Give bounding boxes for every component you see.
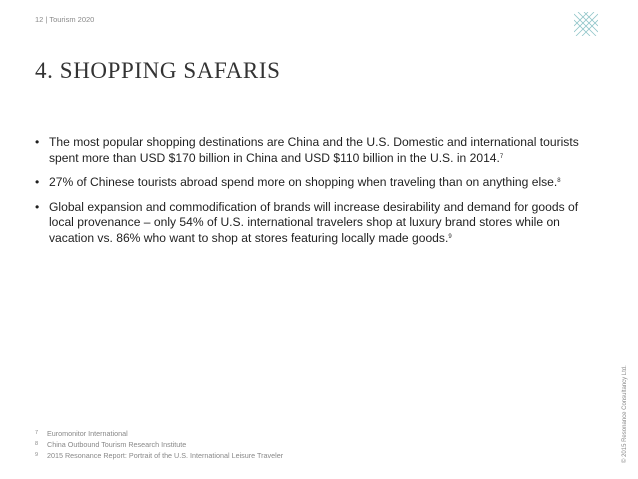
bullet-text: 27% of Chinese tourists abroad spend more on shopping when traveling than on anything else. (49, 175, 558, 189)
crosshatch-logo-icon (574, 12, 598, 36)
bullet-item (35, 175, 595, 191)
footnote-ref: 7 (499, 153, 504, 160)
bullet-item (35, 200, 595, 247)
footnote-ref: 9 (448, 233, 452, 240)
bullet-item (35, 135, 595, 166)
footnote-number: 9 (35, 452, 39, 458)
footnote-number: 7 (35, 430, 39, 436)
footnote-item (35, 439, 283, 450)
slide-title: 4. SHOPPING SAFARIS (35, 58, 281, 83)
bullet-text: The most popular shopping destinations are China and the U.S. Domestic and international tourists spent more than USD $170 billion in China and USD $110 billion in the U.S. in 2014. (49, 135, 579, 165)
footnote-text: Euromonitor International (47, 429, 128, 438)
copyright-notice: © 2015 Resonance Consultancy Ltd. (622, 365, 628, 463)
footnotes (35, 428, 283, 461)
bullet-icon: • (35, 199, 40, 214)
footnote-text: 2015 Resonance Report: Portrait of the U.S. International Leisure Traveler (47, 451, 284, 460)
footnote-text: China Outbound Tourism Research Institute (47, 440, 187, 449)
page-number-header: 12 | Tourism 2020 (35, 15, 95, 24)
bullet-icon: • (35, 135, 40, 149)
footnote-item (35, 450, 283, 461)
bullet-text: Global expansion and commodification of brands will increase desirability and demand for goods of local provenance – only 54% of U.S. international travelers shop at luxury brand stores while on vacation vs. 86% who want to shop at stores featuring locally made goods. (49, 199, 579, 245)
bullet-icon: • (35, 175, 40, 189)
bullet-list (35, 135, 595, 255)
footnote-item (35, 428, 283, 439)
footnote-ref: 8 (557, 178, 561, 184)
footnote-number: 8 (35, 441, 39, 447)
